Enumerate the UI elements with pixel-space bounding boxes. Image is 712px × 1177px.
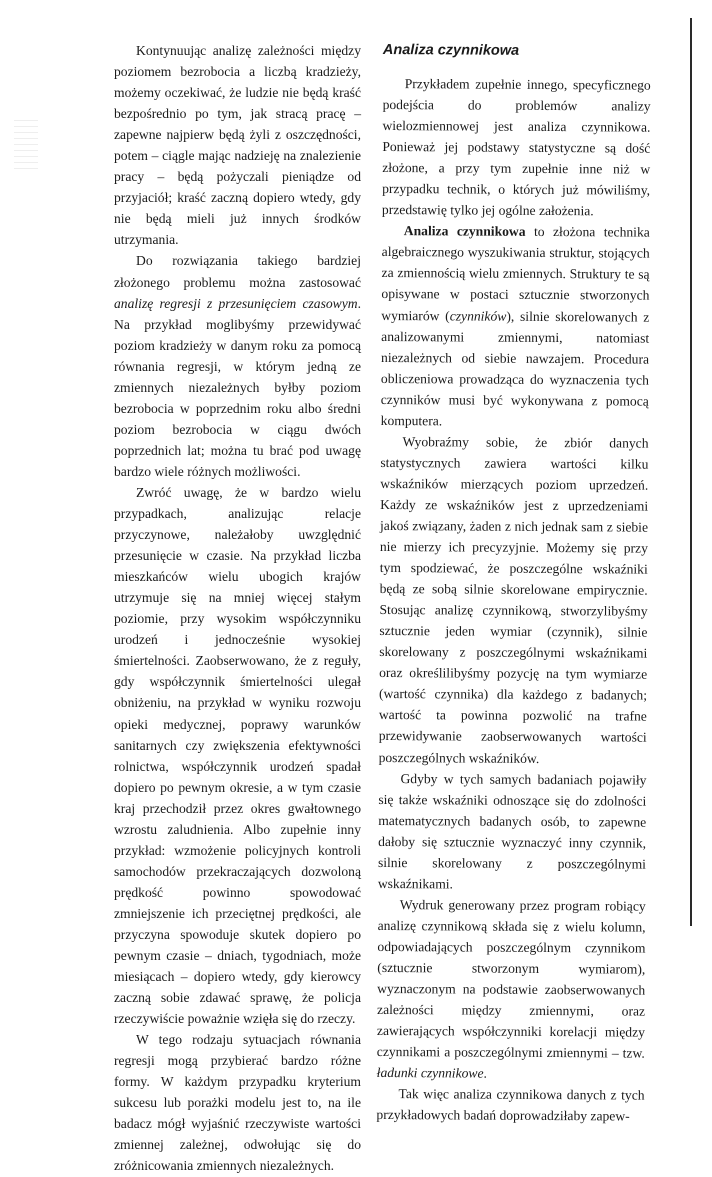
paragraph-text: ), silnie skorelowanych z analizowanymi zmiennymi, natomiast niezależnych od siebie nawzajem. Procedura obliczeniowa prowadząca do wyznaczenia tych czynników musi być wykonywana z pomocą komputera. — [380, 308, 650, 429]
paragraph-text: Wydruk generowany przez program robiący analizę czynnikową składa się z wielu kolumn, odpowiadających poszczególnym czynnikom (sztucznie stworzonym wymiarom), wyznaczonym na podstawie zaobserwowanych zależności między zmiennymi, oraz zawierających współczynniki korelacji między czynnikami a poszczególnymi zmiennymi – tzw. — [376, 896, 646, 1061]
paragraph — [378, 768, 647, 896]
paragraph-text: Przykładem zupełnie innego, specyficznego podejścia do problemów analizy wielozmiennowej jest analiza czynnikowa. Ponieważ jej podstawy statystyczne są dość złożone, a przy tym zupełnie inne niż w przypadku technik, o których już mówiliśmy, przedstawię tylko jej ogólne założenia. — [381, 76, 651, 219]
paragraph-text: Kontynuując analizę zależności między poziomem bezrobocia a liczbą kradzieży, możemy oczekiwać, że ludzie nie będą kraść bezpośrednio po tym, jak stracą pracę – zapewne najpierw będą żyli z oszczędności, potem – ciągle mając nadzieję na znalezienie pracy – będą pożyczali pieniądze od przyjaciół; kraść zaczną dopiero wtedy, gdy nie będą mieli już innych środków utrzymania. — [114, 43, 361, 248]
paragraph — [114, 40, 361, 250]
paragraph-text: Wyobraźmy sobie, że zbiór danych statystycznych zawiera wartości kilku wskaźników mierzących poziom uprzedzeń. Każdy ze wskaźników jest z uprzedzeniami jakoś związany, żaden z nich jednak sam z siebie nie mierzy ich precyzyjnie. Możemy się przy tym spodziewać, że poszczególne wskaźniki będą ze sobą silnie skorelowane empirycznie. Stosując analizę czynnikową, stworzylibyśmy sztucznie jeden wymiar (czynnik), silnie skorelowany z poszczególnymi wskaźnikami oraz określilibyśmy pozycję na tym wymiarze (wartość czynnika) dla każdego z badanych; wartość ta powinna pozwolić na trafne przewidywanie zaobserwowanych wartości poszczególnych wskaźników. — [378, 433, 649, 766]
paragraph — [114, 1029, 361, 1176]
paragraph — [376, 1083, 644, 1127]
paragraph — [382, 73, 651, 222]
italic-term: ładunki czynnikowe — [376, 1065, 484, 1081]
bold-term: Analiza czynnikowa — [403, 223, 526, 240]
paragraph-text: Do rozwiązania takiego bardziej złożonego problemu można zastosować — [114, 253, 361, 290]
paragraph-text: to złożona technika algebraicznego wyszukiwania struktur, stojących za zmiennością wielu zmiennych. Struktury te są opisywane w postaci sztucznie stworzonych wymiarów ( — [381, 224, 650, 323]
paragraph-text: Tak więc analiza czynnikowa danych z tych przykładowych badań doprowadziłaby zapew- — [376, 1086, 645, 1124]
paragraph-text: . Na przykład moglibyśmy przewidywać poziom kradzieży w danym roku za pomocą równania regresji, w którym jedną ze zmiennych niezależnych byłby poziom bezrobocia w poprzednim roku albo średni poziom bezrobocia w ciągu dwóch poprzednich lat; można tu brać pod uwagę bardzo wiele różnych możliwości. — [114, 295, 361, 479]
paragraph-text: W tego rodzaju sytuacjach równania regresji mogą przybierać bardzo różne formy. W każdym przypadku kryterium sukcesu lub porażki modelu jest to, na ile badacz mógł wyjaśnić rzeczywiste wartości zmiennej zależnej, odwołując się do zróżnicowania zmiennych niezależnych. — [114, 1032, 361, 1174]
paragraph-text: . — [483, 1065, 487, 1081]
section-heading: Analiza czynnikowa — [382, 41, 520, 59]
right-text-column — [376, 40, 651, 1127]
paragraph — [381, 220, 650, 432]
italic-term: analizę regresji z przesunięciem czasowym — [114, 295, 358, 311]
right-column-body — [376, 73, 650, 1127]
paragraph — [377, 894, 646, 1085]
paragraph-text: Gdyby w tych samych badaniach pojawiły się także wskaźniki odnoszące się do zdolności matematycznych badanych osób, to zapewne dałoby się sztucznie wyznaczyć inny czynnik, silnie skorelowany z poszczególnymi wskaźnikami. — [377, 770, 647, 892]
paragraph-text: Zwróć uwagę, że w bardzo wielu przypadkach, analizując relacje przyczynowe, należałoby uwzględnić przesunięcie w czasie. Na przykład liczba mieszkańców wielu ubogich krajów utrzymuje się na mniej więcej stałym poziomie, przy wysokim współczynniku urodzeń i jednocześnie wysokiej śmiertelności. Zaobserwowano, że z reguły, gdy współczynnik śmiertelności ulegał obniżeniu, na przykład w wyniku rozwoju opieki medycznej, poprawy warunków sanitarnych czy zwiększenia efektywności rolnictwa, współczynnik urodzeń spadał dopiero po pewnym okresie, a w tym czasie kraj przechodził przez okres gwałtownego wzrostu zaludnienia. Albo zupełnie inny przykład: wzmożenie policyjnych kontroli samochodów przekraczających dozwoloną prędkość powinno spowodować zmniejszenie ich przeciętnej prędkości, ale przyczyna spowoduje skutek dopiero po pewnym czasie – dniach, tygodniach, może miesiącach – dopiero wtedy, gdy kierowcy zaczną sobie zdawać sprawę, że policja rzeczywiście poważnie wzięła się do rzeczy. — [114, 484, 361, 1027]
page-edge-marks — [14, 120, 38, 170]
page-margin-rule — [690, 18, 692, 926]
paragraph — [114, 482, 361, 1029]
italic-term: czynników — [449, 307, 507, 324]
left-text-column — [114, 40, 361, 1177]
paragraph — [114, 250, 361, 482]
paragraph — [379, 431, 649, 769]
